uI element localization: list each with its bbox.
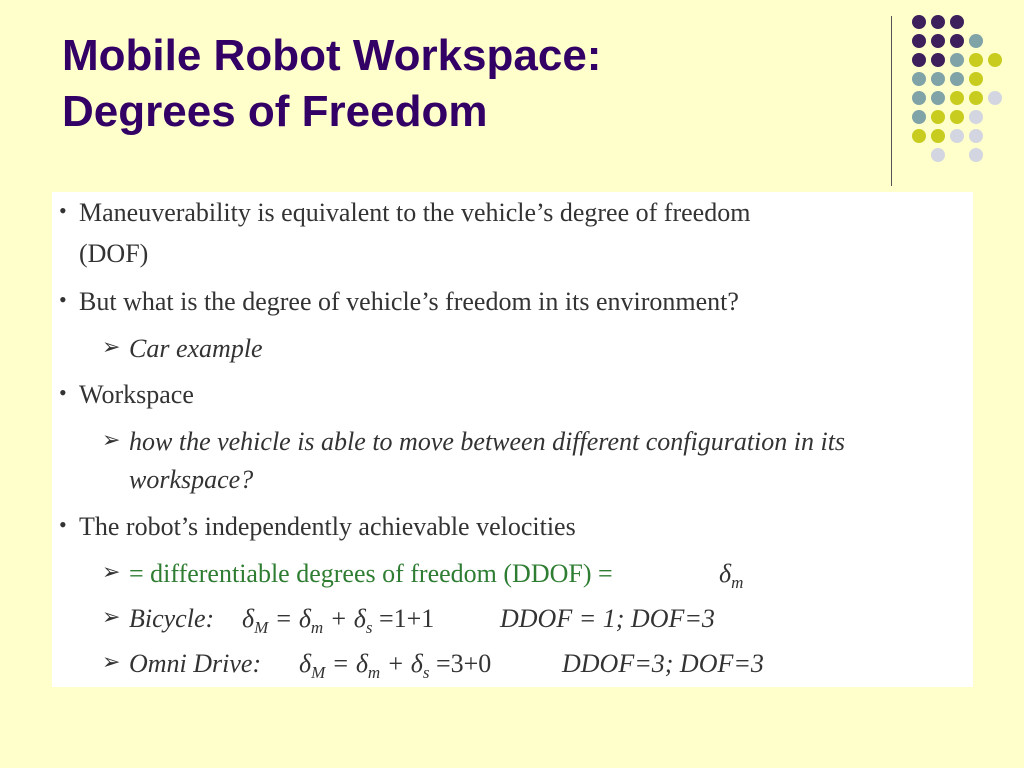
decorative-dot xyxy=(931,129,945,143)
omni-label: Omni Drive: xyxy=(129,649,262,678)
bullet-text: Maneuverability is equivalent to the vehicle’s degree of freedom xyxy=(79,198,751,227)
sub-item-text: how the vehicle is able to move between different configuration in its xyxy=(129,427,846,456)
arrow-bullet-icon: ➢ xyxy=(102,334,121,359)
decorative-dot xyxy=(912,34,926,48)
equation-delta-m: $\delta_m$ xyxy=(719,559,744,592)
omni-result: DDOF=3; DOF=3 xyxy=(562,649,764,678)
title-line-2: Degrees of Freedom xyxy=(62,87,488,136)
decorative-dot xyxy=(950,53,964,67)
decorative-dot xyxy=(950,110,964,124)
arrow-bullet-icon: ➢ xyxy=(102,649,121,674)
decorative-dot xyxy=(912,53,926,67)
bullet-text: (DOF) xyxy=(79,239,149,268)
decorative-dot xyxy=(912,110,926,124)
omni-equation: $\delta_M = \delta_m + \delta_s =3+0$ xyxy=(299,649,492,682)
decorative-dot xyxy=(950,72,964,86)
arrow-bullet-icon: ➢ xyxy=(102,604,121,629)
sub-item-text: Car example xyxy=(129,334,263,363)
decorative-dot xyxy=(931,148,945,162)
decorative-dot xyxy=(950,91,964,105)
decorative-dot xyxy=(912,15,926,29)
decorative-dot xyxy=(988,53,1002,67)
decorative-dot xyxy=(969,34,983,48)
decorative-dot xyxy=(912,72,926,86)
arrow-bullet-icon: ➢ xyxy=(102,427,121,452)
bullet-text: Workspace xyxy=(79,380,194,409)
arrow-bullet-icon: ➢ xyxy=(102,559,121,584)
title-line-1: Mobile Robot Workspace: xyxy=(62,31,602,80)
decorative-dot xyxy=(969,91,983,105)
decorative-dot xyxy=(950,34,964,48)
decorative-dot xyxy=(969,53,983,67)
bullet-icon: • xyxy=(59,287,67,312)
content-box xyxy=(52,192,973,687)
decorative-dot xyxy=(931,72,945,86)
decorative-dot xyxy=(931,34,945,48)
bullet-text: The robot’s independently achievable velocities xyxy=(79,512,576,541)
decorative-dot xyxy=(912,129,926,143)
decorative-dot-grid xyxy=(0,0,1024,170)
decorative-dot xyxy=(969,72,983,86)
decorative-dot xyxy=(931,53,945,67)
decorative-dot xyxy=(931,15,945,29)
decorative-dot xyxy=(969,110,983,124)
bicycle-result: DDOF = 1; DOF=3 xyxy=(500,604,715,633)
decorative-dot xyxy=(912,91,926,105)
bullet-icon: • xyxy=(59,380,67,405)
bullet-text: But what is the degree of vehicle’s freedom in its environment? xyxy=(79,287,739,316)
decorative-dot xyxy=(950,15,964,29)
decorative-dot xyxy=(931,110,945,124)
bullet-icon: • xyxy=(59,198,67,223)
decorative-dot xyxy=(950,129,964,143)
bicycle-equation: $\delta_M = \delta_m + \delta_s =1+1$ xyxy=(242,604,435,637)
bullet-icon: • xyxy=(59,512,67,537)
bicycle-label: Bicycle: xyxy=(129,604,215,633)
decorative-dot xyxy=(969,129,983,143)
sub-item-text: workspace? xyxy=(129,465,254,494)
decorative-dot xyxy=(969,148,983,162)
decorative-dot xyxy=(931,91,945,105)
sub-item-text: = differentiable degrees of freedom (DDOF) = xyxy=(129,559,613,588)
decorative-dot xyxy=(988,91,1002,105)
